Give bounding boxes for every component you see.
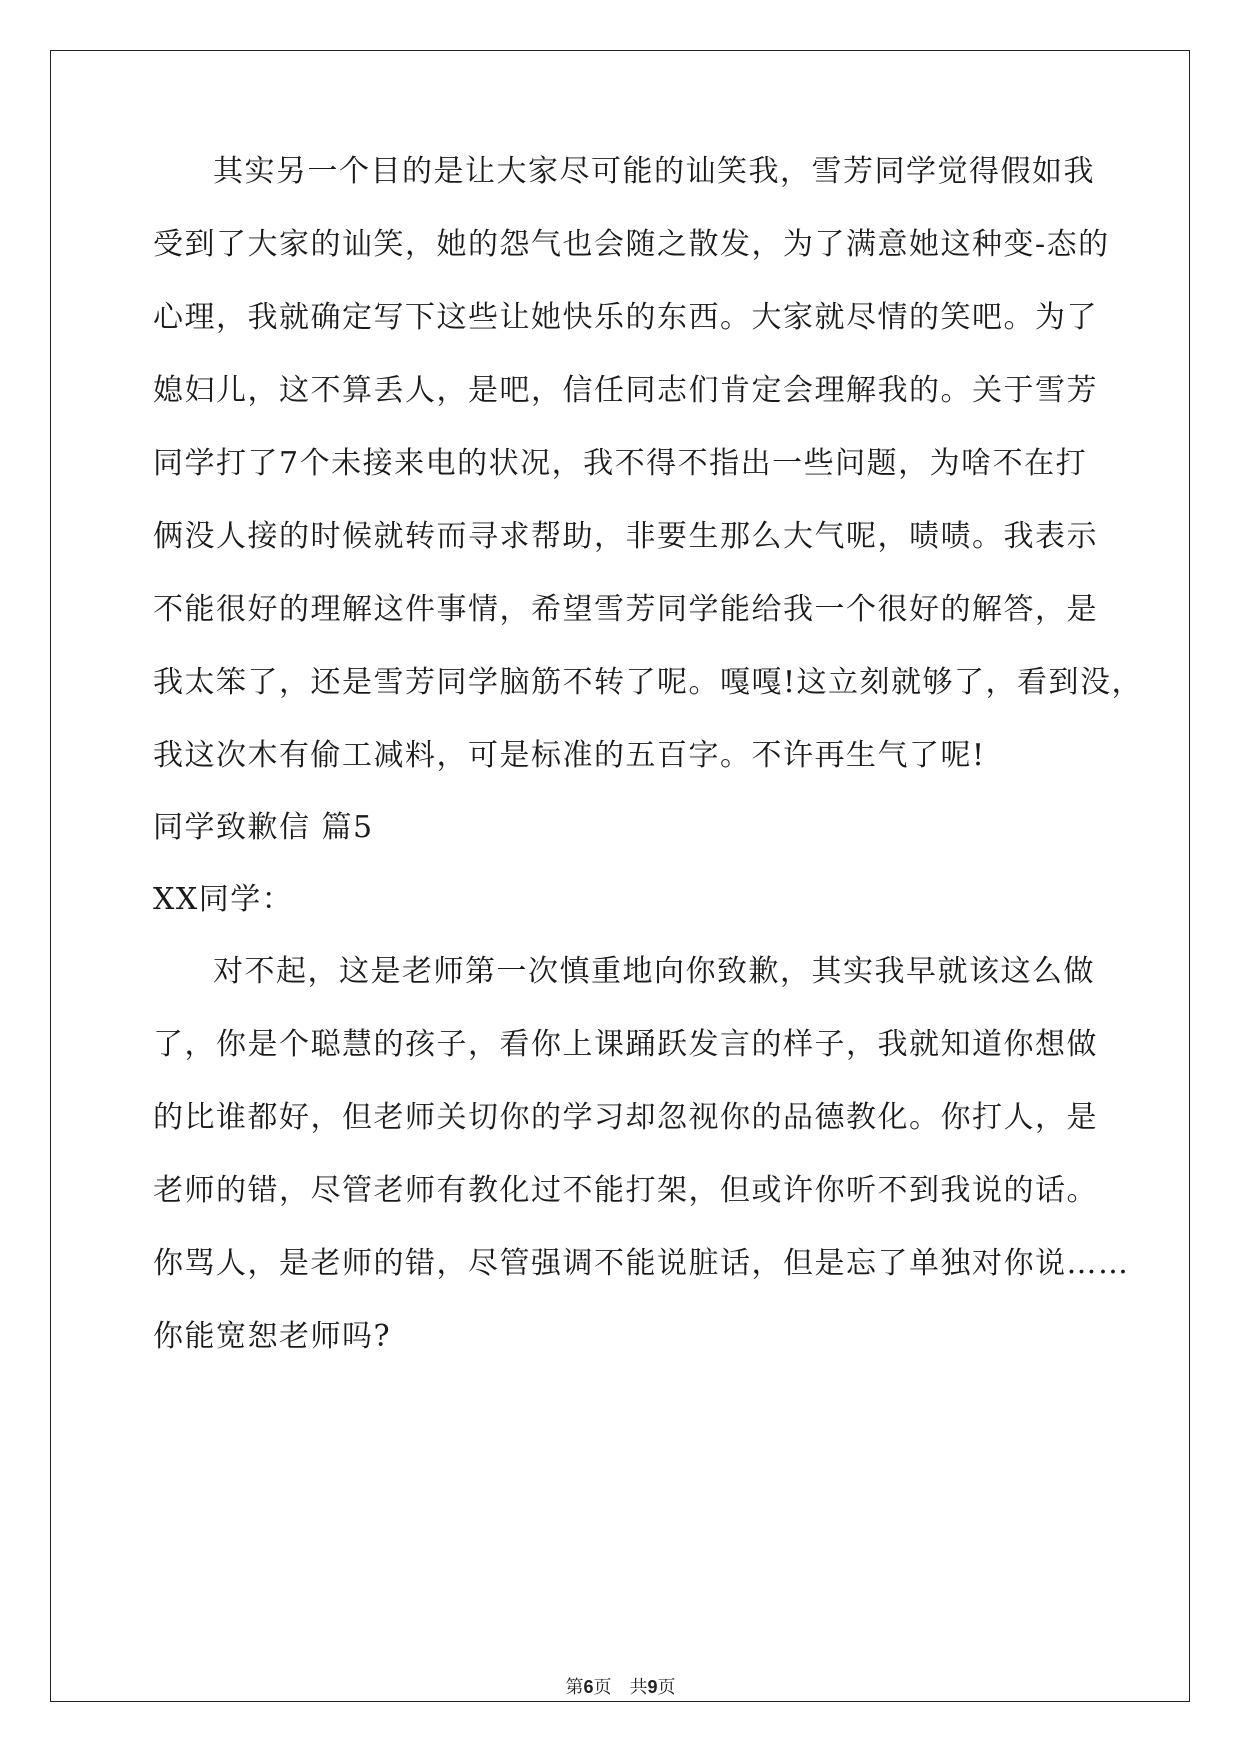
salutation: XX同学： <box>153 882 294 917</box>
page-footer <box>0 1676 1241 1699</box>
paragraph-line: 受到了大家的讪笑，她的怨气也会随之散发，为了满意她这种变-态的 <box>153 227 1110 262</box>
paragraph-line: 媳妇儿，这不算丢人，是吧，信任同志们肯定会理解我的。关于雪芳 <box>153 373 1098 408</box>
footer-middle: 页 共 <box>593 1677 648 1698</box>
footer-suffix: 页 <box>657 1677 676 1698</box>
paragraph-line: 我这次木有偷工减料，可是标准的五百字。不许再生气了呢! <box>153 738 986 773</box>
paragraph-line: 心理，我就确定写下这些让她快乐的东西。大家就尽情的笑吧。为了 <box>153 300 1098 335</box>
letter-line: 老师的错，尽管老师有教化过不能打架，但或许你听不到我说的话。 <box>153 1173 1098 1208</box>
paragraph-line: 不能很好的理解这件事情，希望雪芳同学能给我一个很好的解答，是 <box>153 592 1098 627</box>
letter-line: 了，你是个聪慧的孩子，看你上课踊跃发言的样子，我就知道你想做 <box>153 1027 1098 1062</box>
letter-line: 你能宽恕老师吗? <box>153 1319 392 1354</box>
paragraph-line: 俩没人接的时候就转而寻求帮助，非要生那么大气呢，啧啧。我表示 <box>153 519 1098 554</box>
page-border <box>50 50 1190 1702</box>
footer-page-number: 6 <box>583 1677 594 1697</box>
section-heading: 同学致歉信 篇5 <box>153 810 374 845</box>
paragraph-line: 同学打了7个未接来电的状况，我不得不指出一些问题，为啥不在打 <box>153 446 1088 481</box>
footer-prefix: 第 <box>565 1677 584 1698</box>
paragraph-line: 我太笨了，还是雪芳同学脑筋不转了呢。嘎嘎!这立刻就够了，看到没， <box>153 665 1144 700</box>
letter-line: 对不起，这是老师第一次慎重地向你致歉，其实我早就该这么做 <box>213 954 1095 989</box>
letter-line: 你骂人，是老师的错，尽管强调不能说脏话，但是忘了单独对你说…… <box>153 1246 1130 1281</box>
footer-total-pages: 9 <box>647 1677 658 1697</box>
paragraph-line: 其实另一个目的是让大家尽可能的讪笑我，雪芳同学觉得假如我 <box>213 154 1095 189</box>
letter-line: 的比谁都好，但老师关切你的学习却忽视你的品德教化。你打人，是 <box>153 1100 1098 1135</box>
